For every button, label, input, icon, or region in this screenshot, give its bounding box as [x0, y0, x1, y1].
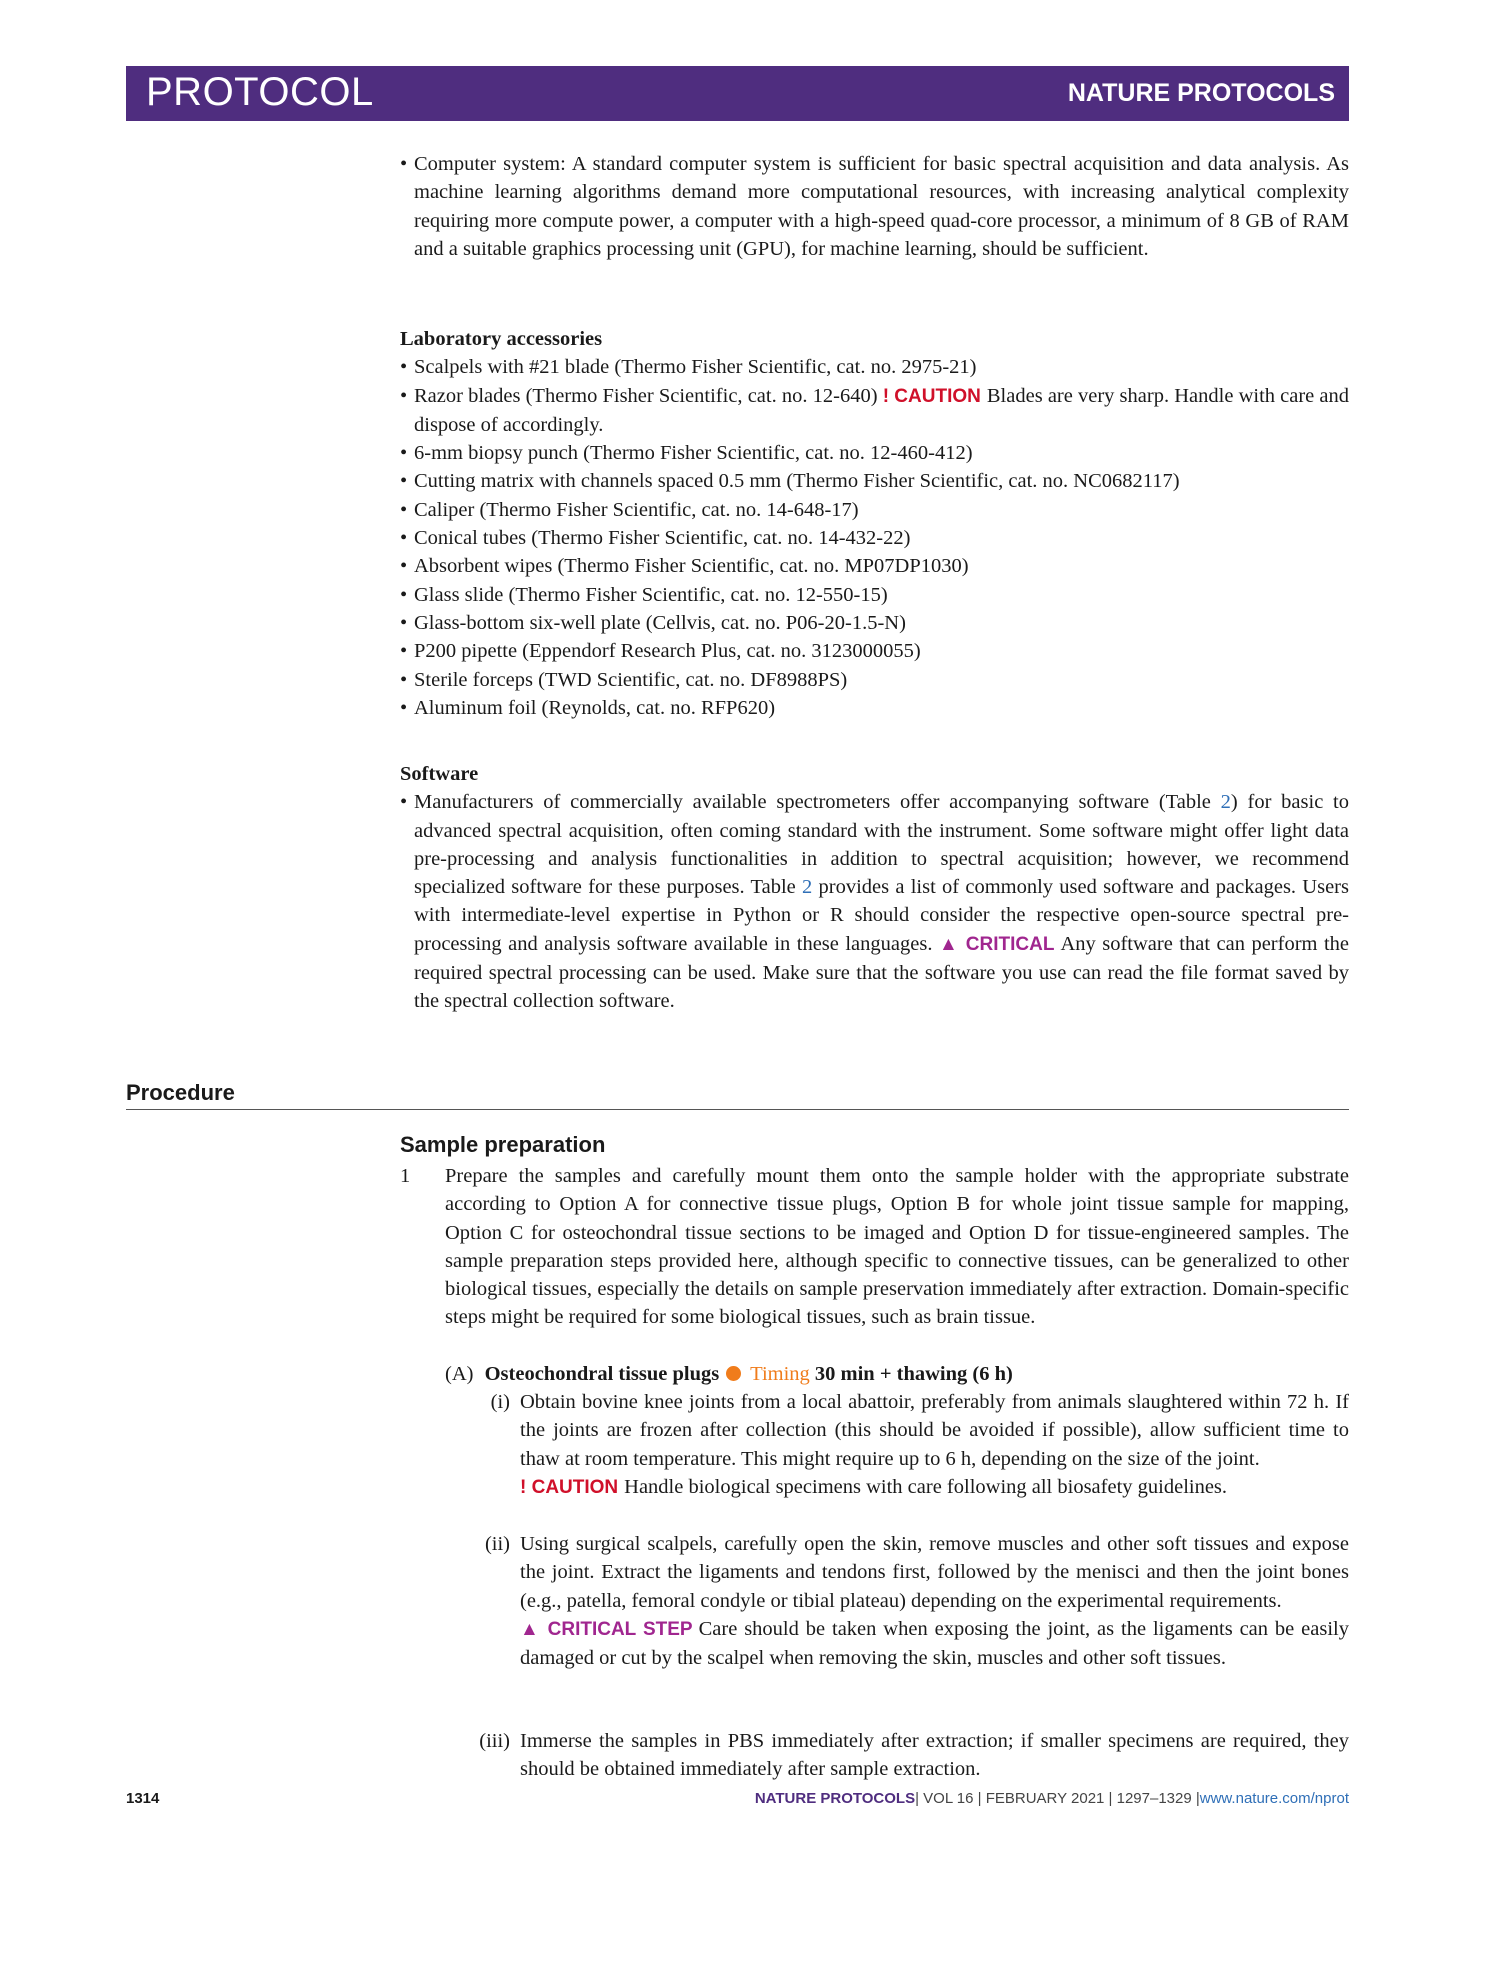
procedure-label: Procedure	[126, 1080, 235, 1105]
footer-journal: NATURE PROTOCOLS	[754, 1790, 916, 1807]
table-2-link[interactable]: 2	[1220, 791, 1231, 814]
table-2-link[interactable]: 2	[802, 876, 813, 899]
list-item: • Razor blades (Thermo Fisher Scientific, cat. no. 12-640) ! CAUTION Blades are very sharp. Handle with care and dispose of accordingly.	[400, 384, 1350, 436]
step-1-text: Prepare the samples and carefully mount them onto the sample holder with the appropriate substrate according to Option A for connective tissue plugs, Option B for whole joint tissue sample for mapping, Option C for osteochondral tissue sections to be imaged and Option D for tissue-engineered samples. The sample preparation steps provided here, although specific to connective tissues, can be generalized to other biological tissues, especially the details on sample preservation immediately after extraction. Domain-specific steps might be required for some biological tissues, such as brain tissue.	[445, 1165, 1349, 1329]
step-number: 1	[400, 1165, 411, 1187]
critical-label: ▲ CRITICAL	[938, 933, 1055, 955]
list-item: • 6-mm biopsy punch (Thermo Fisher Scientific, cat. no. 12-460-412)	[400, 442, 973, 465]
computer-bullet-text: Computer system: A standard computer system is sufficient for basic spectral acquisition and data analysis. As machine learning algorithms demand more computational resources, with increasing analytical complexity requiring more compute power, a computer with a high-speed quad-core processor, a minimum of 8 GB of RAM and a suitable graphics processing unit (GPU), for machine learning, should be sufficient.	[414, 153, 1349, 260]
timing-icon	[726, 1366, 741, 1381]
section-heading: Sample preparation	[400, 1132, 606, 1157]
list-item: • Absorbent wipes (Thermo Fisher Scientific, cat. no. MP07DP1030)	[400, 555, 969, 578]
caution-label: ! CAUTION	[882, 385, 981, 407]
option-timing: 30 min + thawing (6 h)	[814, 1363, 1013, 1385]
step-1	[400, 1162, 1349, 1332]
lab-accessories-section	[400, 325, 1349, 722]
list-item: • Aluminum foil (Reynolds, cat. no. RFP620)	[400, 696, 776, 719]
section-label: PROTOCOL	[146, 70, 374, 114]
razor-caution-text: Blades are very sharp. Handle with care and dispose of accordingly.	[414, 384, 1350, 436]
list-item: • Glass-bottom six-well plate (Cellvis, cat. no. P06-20-1.5-N)	[400, 611, 906, 634]
sub-step-ii: Using surgical scalpels, carefully open the skin, remove muscles and other soft tissues and expose the joint. Extract the ligaments and tendons first, followed by the menisci and then the joint bones (e.g., patella, femoral condyle or tibial plateau) depending on the experimental requirements. ▲ CRITICAL STEP Care should be taken when exposing the joint, as the ligaments can be easily damaged or cut by the scalpel when removing the skin, muscles and other soft tissues.	[520, 1533, 1349, 1670]
footer-citation	[755, 1790, 1349, 1807]
sub-step-number: (i)	[490, 1391, 510, 1413]
critical-step-label: ▲ CRITICAL STEP	[520, 1618, 693, 1640]
sub-step-iii: Immerse the samples in PBS immediately after extraction; if smaller specimens are required, they should be obtained immediately after sample extraction.	[520, 1730, 1349, 1781]
page-number: 1314	[126, 1790, 160, 1807]
footer-volume: | VOL 16 | FEBRUARY 2021 | 1297–1329 |	[915, 1790, 1200, 1807]
journal-url-link[interactable]: www.nature.com/nprot	[1199, 1790, 1349, 1807]
header-banner	[126, 66, 1349, 121]
software-heading: Software	[400, 763, 479, 785]
software-section	[400, 760, 1349, 1016]
sub-step-i: Obtain bovine knee joints from a local abattoir, preferably from animals slaughtered within 72 h. If the joints are frozen after collection (this should be avoided if possible), allow sufficient time to thaw at room temperature. This might require up to 6 h, depending on the size of the joint. ! CAUTION Handle biological specimens with care following all biosafety guidelines.	[520, 1391, 1349, 1498]
sub-step-number: (iii)	[479, 1730, 510, 1752]
journal-name: NATURE PROTOCOLS	[1067, 79, 1335, 107]
list-item: • Caliper (Thermo Fisher Scientific, cat. no. 14-648-17)	[400, 498, 859, 521]
computer-system-item: • Computer system: A standard computer system is sufficient for basic spectral acquisition and data analysis. As machine learning algorithms demand more computational resources, with increasing analytical complexity requiring more compute power, a computer with a high-speed quad-core processor, a minimum of 8 GB of RAM and a suitable graphics processing unit (GPU), for machine learning, should be sufficient.	[400, 153, 1349, 260]
list-item: • Glass slide (Thermo Fisher Scientific, cat. no. 12-550-15)	[400, 583, 888, 606]
list-item: • Conical tubes (Thermo Fisher Scientific, cat. no. 14-432-22)	[400, 527, 911, 550]
list-item: • Cutting matrix with channels spaced 0.5 mm (Thermo Fisher Scientific, cat. no. NC0682117)	[400, 470, 1180, 493]
timing-label: Timing	[750, 1363, 810, 1385]
option-label: (A)	[445, 1363, 474, 1385]
caution-label: ! CAUTION	[520, 1476, 619, 1498]
sub-step-number: (ii)	[484, 1533, 510, 1555]
option-a-header	[400, 1360, 1349, 1388]
procedure-divider	[126, 1109, 1349, 1110]
list-item: • P200 pipette (Eppendorf Research Plus, cat. no. 3123000055)	[400, 640, 921, 663]
list-item: • Manufacturers of commercially available spectrometers offer accompanying software (Table 2) for basic to advanced spectral acquisition, often coming standard with the instrument. Some software might offer light data pre-processing and analysis functionalities in addition to spectral acquisition; however, we recommend specialized software for these purposes. Table 2 provides a list of commonly used software and packages. Users with intermediate-level expertise in Python or R should consider the respective open-source spectral pre-processing and analysis software available in these languages. ▲ CRITICAL Any software that can perform the required spectral processing can be used. Make sure that the software you use can read the file format saved by the spectral collection software.	[400, 791, 1350, 1013]
list-item: • Sterile forceps (TWD Scientific, cat. no. DF8988PS)	[400, 668, 848, 691]
option-title: Osteochondral tissue plugs	[484, 1363, 720, 1385]
lab-accessories-heading: Laboratory accessories	[400, 328, 603, 350]
list-item: • Scalpels with #21 blade (Thermo Fisher Scientific, cat. no. 2975-21)	[400, 356, 977, 379]
